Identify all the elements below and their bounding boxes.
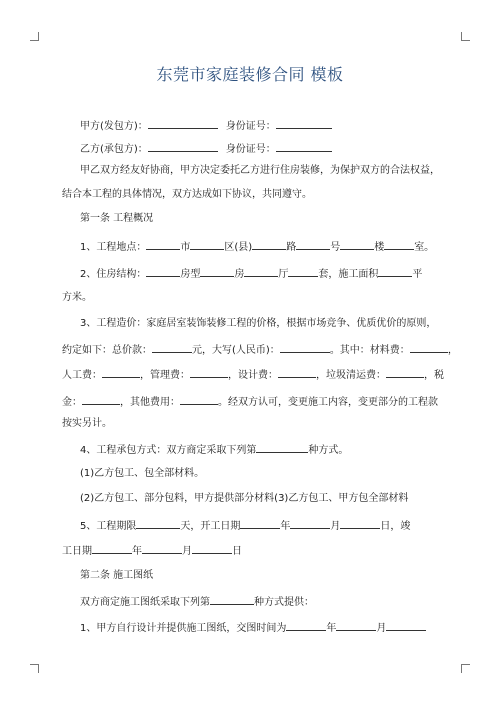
other-fees-label: ，其他费用： (120, 397, 180, 408)
halls-blank[interactable] (244, 266, 278, 277)
start-day-blank[interactable] (340, 518, 380, 529)
party-a-id-blank[interactable] (276, 118, 332, 129)
area-unit-label: 平 (412, 269, 423, 280)
city-label: 市 (180, 242, 191, 253)
item-3-line-2 (62, 342, 458, 358)
item-1-label: 1、工程地点： (80, 242, 147, 253)
item-5-label: 5、工程期限 (80, 521, 137, 532)
start-month-blank[interactable] (290, 518, 330, 529)
art2-item-1-label: 1、甲方自行设计并提供施工图纸，交图时间为 (80, 623, 287, 634)
drawing-day-blank[interactable] (386, 620, 426, 631)
day-label: 日，竣 (380, 521, 411, 532)
document-title: 东莞市家庭装修合同 模板 (156, 65, 344, 84)
building-blank[interactable] (340, 239, 374, 250)
end-year-label: 年 (132, 546, 142, 557)
type-blank[interactable] (146, 266, 180, 277)
drawing-month-blank[interactable] (336, 620, 376, 631)
tax-blank[interactable] (82, 394, 120, 405)
design-label: ，设计费： (228, 370, 278, 381)
party-b-id-blank[interactable] (276, 141, 332, 152)
item-4-option-1: (1)乙方包工、包全部材料。 (80, 468, 205, 479)
month-label: 月 (330, 521, 341, 532)
party-b-label: 乙方(承包方)： (80, 144, 148, 155)
item-1-location (80, 239, 434, 255)
item-2-continued: 方米。 (62, 292, 92, 303)
article-2-item-1 (80, 620, 426, 636)
tax-label: ，税 (424, 370, 444, 381)
start-date-label: 天，开工日期 (180, 521, 241, 532)
materials-blank[interactable] (410, 342, 448, 353)
road-blank[interactable] (252, 239, 286, 250)
total-rmb-label: 元，大写(人民币)： (192, 345, 280, 356)
item-3-line-5: 按实另计。 (62, 418, 112, 429)
labor-label: 人工费： (62, 370, 102, 381)
end-date-label: 工日期 (62, 546, 92, 557)
item-3-line-1: 3、工程造价：家庭居室装饰装修工程的价格，根据市场竞争、优质优价的原则， (80, 318, 437, 329)
party-b-line (80, 141, 332, 157)
article-2-suffix: 种方式提供： (254, 597, 314, 608)
end-day-blank[interactable] (192, 543, 232, 554)
crop-mark-top-left (30, 32, 39, 41)
intro-line-1: 甲乙双方经友好协商，甲方决定委托乙方进行住房装修，为保护双方的合法权益， (80, 165, 440, 176)
district-blank[interactable] (190, 239, 224, 250)
management-blank[interactable] (190, 367, 228, 378)
drawing-year-blank[interactable] (286, 620, 326, 631)
waste-blank[interactable] (386, 367, 424, 378)
materials-label: 。其中：材料费： (329, 345, 410, 356)
days-blank[interactable] (136, 518, 180, 529)
drawing-method-blank[interactable] (210, 594, 254, 605)
party-a-line (80, 118, 332, 134)
item-4-label: 4、工程承包方式：双方商定采取下列第 (80, 445, 257, 456)
article-2-heading: 第二条 施工图纸 (80, 570, 154, 581)
party-a-id-label: 身份证号： (225, 121, 276, 132)
tax-cont-label: 金： (62, 397, 82, 408)
room-blank[interactable] (384, 239, 414, 250)
labor-blank[interactable] (102, 367, 140, 378)
sets-blank[interactable] (288, 266, 318, 277)
city-blank[interactable] (146, 239, 180, 250)
crop-mark-bottom-left (30, 664, 39, 673)
party-a-blank[interactable] (148, 118, 218, 129)
management-label: ，管理费： (140, 370, 190, 381)
building-label: 楼 (374, 242, 385, 253)
district-label: 区(县) (224, 242, 253, 253)
item-3-line-4 (62, 394, 438, 410)
item-4 (80, 442, 348, 458)
article-1-heading: 第一条 工程概况 (80, 213, 154, 224)
item-2-label: 2、住房结构： (80, 269, 147, 280)
comma: ， (447, 345, 458, 356)
intro-line-2: 结合本工程的具体情况，双方达成如下协议，共同遵守。 (62, 189, 312, 200)
drawing-month-label: 月 (376, 623, 387, 634)
number-blank[interactable] (296, 239, 330, 250)
area-blank[interactable] (378, 266, 412, 277)
change-clause: 。经双方认可，变更施工内容，变更部分的工程款 (218, 397, 438, 408)
start-year-blank[interactable] (240, 518, 280, 529)
crop-mark-top-right (461, 32, 470, 41)
item-5 (80, 518, 410, 534)
method-blank[interactable] (256, 442, 308, 453)
number-label: 号 (330, 242, 341, 253)
item-2-structure (80, 266, 422, 282)
waste-label: ，垃圾清运费： (316, 370, 386, 381)
item-5-continued (62, 543, 242, 559)
article-2-text (80, 594, 314, 610)
end-year-blank[interactable] (92, 543, 132, 554)
item-4-suffix: 种方式。 (308, 445, 349, 456)
design-blank[interactable] (278, 367, 316, 378)
rooms-blank[interactable] (200, 266, 234, 277)
article-2-label: 双方商定施工图纸采取下列第 (80, 597, 210, 608)
end-month-blank[interactable] (142, 543, 182, 554)
party-b-blank[interactable] (148, 141, 218, 152)
rooms-label: 房 (234, 269, 245, 280)
halls-label: 厅 (278, 269, 289, 280)
road-label: 路 (286, 242, 297, 253)
party-a-label: 甲方(发包方)： (80, 121, 148, 132)
room-label: 室。 (414, 242, 435, 253)
item-4-option-2: (2)乙方包工、部分包料，甲方提供部分材料(3)乙方包工、甲方包全部材料 (80, 493, 409, 504)
party-b-id-label: 身份证号： (225, 144, 276, 155)
total-blank[interactable] (152, 342, 192, 353)
item-3-line-3 (62, 367, 444, 383)
drawing-year-label: 年 (326, 623, 337, 634)
type-label: 房型 (180, 269, 201, 280)
other-fees-blank[interactable] (180, 394, 218, 405)
end-day-label: 日 (232, 546, 242, 557)
total-rmb-blank[interactable] (280, 342, 330, 353)
end-month-label: 月 (182, 546, 192, 557)
crop-mark-bottom-right (461, 664, 470, 673)
sets-label: 套，施工面积 (318, 269, 379, 280)
total-label: 约定如下：总价款： (62, 345, 152, 356)
year-label: 年 (280, 521, 291, 532)
